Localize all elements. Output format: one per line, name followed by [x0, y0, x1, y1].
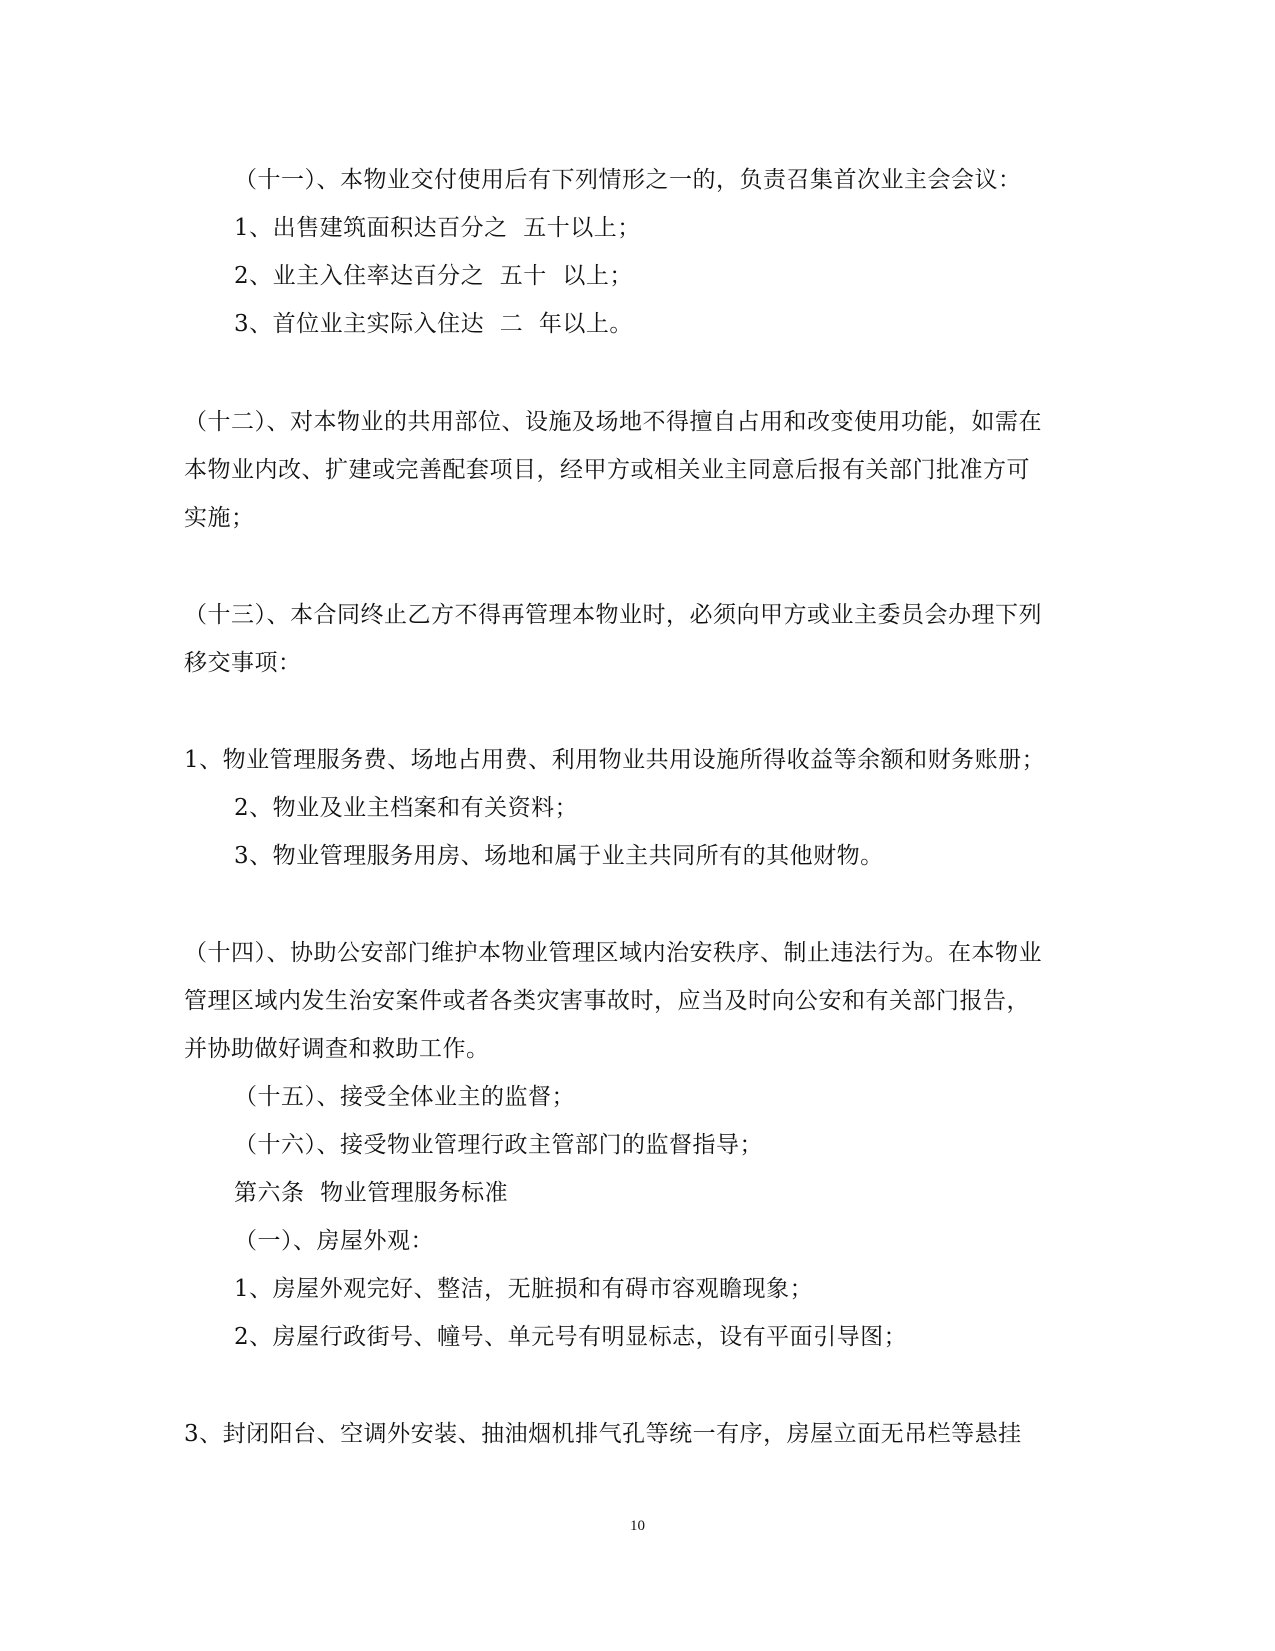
paragraph-line: （十六）、接受物业管理行政主管部门的监督指导； — [234, 1132, 763, 1158]
paragraph-line: （十一）、本物业交付使用后有下列情形之一的，负责召集首次业主会会议： — [234, 167, 1022, 193]
paragraph-line: 本物业内改、扩建或完善配套项目，经甲方或相关业主同意后报有关部门批准方可 — [184, 457, 1030, 483]
paragraph-line: 2、物业及业主档案和有关资料； — [234, 795, 579, 821]
paragraph-line: 1、房屋外观完好、整洁，无脏损和有碍市容观瞻现象； — [234, 1276, 814, 1302]
paragraph-line: 2、业主入住率达百分之 五十 以上； — [234, 263, 633, 289]
paragraph-line: 3、物业管理服务用房、场地和属于业主共同所有的其他财物。 — [234, 843, 884, 869]
section-heading: 第六条 物业管理服务标准 — [234, 1180, 509, 1206]
page-number: 10 — [630, 1518, 645, 1534]
paragraph-line: 移交事项： — [184, 650, 302, 676]
paragraph-line: 实施； — [184, 505, 255, 531]
paragraph-line: （十三）、本合同终止乙方不得再管理本物业时，必须向甲方或业主委员会办理下列 — [184, 602, 1042, 628]
paragraph-line: 管理区域内发生治安案件或者各类灾害事故时，应当及时向公安和有关部门报告， — [184, 988, 1030, 1014]
paragraph-line: 3、封闭阳台、空调外安装、抽油烟机排气孔等统一有序，房屋立面无吊栏等悬挂 — [184, 1421, 1022, 1447]
paragraph-line: （十二）、对本物业的共用部位、设施及场地不得擅自占用和改变使用功能，如需在 — [184, 409, 1042, 435]
paragraph-line: （十五）、接受全体业主的监督； — [234, 1084, 575, 1110]
paragraph-line: （十四）、协助公安部门维护本物业管理区域内治安秩序、制止违法行为。在本物业 — [184, 940, 1042, 966]
paragraph-line: 2、房屋行政街号、幢号、单元号有明显标志，设有平面引导图； — [234, 1324, 908, 1350]
paragraph-line: 3、首位业主实际入住达 二 年以上。 — [234, 311, 633, 337]
paragraph-line: （一）、房屋外观： — [234, 1228, 434, 1254]
paragraph-line: 并协助做好调查和救助工作。 — [184, 1036, 490, 1062]
paragraph-line: 1、物业管理服务费、场地占用费、利用物业共用设施所得收益等余额和财务账册； — [184, 747, 1046, 773]
paragraph-line: 1、出售建筑面积达百分之 五十以上； — [234, 215, 641, 241]
